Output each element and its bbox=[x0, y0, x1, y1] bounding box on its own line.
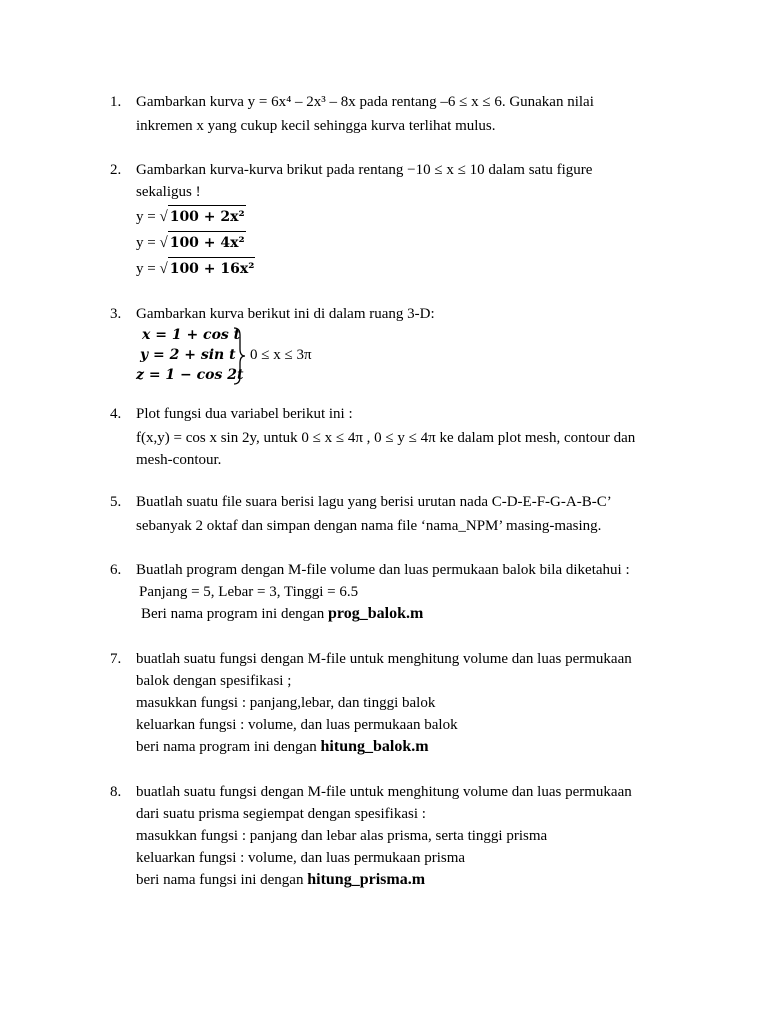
question-text: buatlah suatu fungsi dengan M-file untuk menghitung volume dan luas permukaan bbox=[136, 651, 632, 667]
question-text: Gambarkan kurva-kurva brikut pada rentang −10 ≤ x ≤ 10 dalam satu figure bbox=[136, 162, 593, 178]
question-number: 2. bbox=[110, 162, 122, 178]
radicand: 100 + 4x² bbox=[168, 231, 246, 254]
question-text: Buatlah suatu file suara berisi lagu yang berisi urutan nada C-D-E-F-G-A-B-C’ bbox=[136, 494, 612, 510]
file-name: hitung_prisma.m bbox=[307, 871, 426, 888]
question-text: beri nama program ini dengan hitung_balok.m bbox=[136, 738, 429, 755]
question-number: 4. bbox=[110, 406, 122, 422]
system-equation: x = 1 + cos t bbox=[142, 327, 241, 343]
question-text: f(x,y) = cos x sin 2y, untuk 0 ≤ x ≤ 4π , 0 ≤ y ≤ 4π ke dalam plot mesh, contour dan bbox=[136, 430, 636, 446]
question-text: Beri nama program ini dengan prog_balok.m bbox=[141, 605, 424, 622]
question-number: 3. bbox=[110, 306, 122, 322]
question-text: Plot fungsi dua variabel berikut ini : bbox=[136, 406, 353, 422]
equation: y = √ 100 + 16x² bbox=[136, 257, 255, 280]
range-text: 0 ≤ x ≤ 3π bbox=[250, 347, 312, 363]
radicand: 100 + 2x² bbox=[168, 205, 246, 228]
question-text: beri nama fungsi ini dengan hitung_prisma.m bbox=[136, 871, 426, 888]
question-text: sekaligus ! bbox=[136, 184, 201, 200]
question-text: mesh-contour. bbox=[136, 452, 222, 468]
question-number: 1. bbox=[110, 94, 122, 110]
question-text: Gambarkan kurva y = 6x⁴ – 2x³ – 8x pada rentang –6 ≤ x ≤ 6. Gunakan nilai bbox=[136, 94, 594, 110]
question-text: Gambarkan kurva berikut ini di dalam ruang 3-D: bbox=[136, 306, 435, 322]
question-text: buatlah suatu fungsi dengan M-file untuk menghitung volume dan luas permukaan bbox=[136, 784, 632, 800]
question-number: 8. bbox=[110, 784, 122, 800]
equation: y = √ 100 + 2x² bbox=[136, 205, 246, 228]
question-number: 6. bbox=[110, 562, 122, 578]
question-number: 7. bbox=[110, 651, 122, 667]
question-text: masukkan fungsi : panjang dan lebar alas prisma, serta tinggi prisma bbox=[136, 828, 548, 844]
question-text: keluarkan fungsi : volume, dan luas permukaan prisma bbox=[136, 850, 466, 866]
question-text: inkremen x yang cukup kecil sehingga kurva terlihat mulus. bbox=[136, 118, 496, 134]
system-equation: z = 1 − cos 2t bbox=[136, 367, 244, 383]
question-text: Panjang = 5, Lebar = 3, Tinggi = 6.5 bbox=[139, 584, 359, 600]
question-number: 5. bbox=[110, 494, 122, 510]
file-name: hitung_balok.m bbox=[320, 738, 429, 755]
question-text: masukkan fungsi : panjang,lebar, dan tinggi balok bbox=[136, 695, 436, 711]
radicand: 100 + 16x² bbox=[168, 257, 256, 280]
right-brace-icon bbox=[232, 327, 246, 385]
file-name: prog_balok.m bbox=[328, 605, 424, 622]
question-text: balok dengan spesifikasi ; bbox=[136, 673, 292, 689]
question-text: Buatlah program dengan M-file volume dan luas permukaan balok bila diketahui : bbox=[136, 562, 630, 578]
parametric-system bbox=[136, 325, 436, 391]
question-text: dari suatu prisma segiempat dengan spesifikasi : bbox=[136, 806, 426, 822]
question-text: sebanyak 2 oktaf dan simpan dengan nama file ‘nama_NPM’ masing-masing. bbox=[136, 518, 602, 534]
equation: y = √ 100 + 4x² bbox=[136, 231, 246, 254]
system-equation: y = 2 + sin t bbox=[140, 347, 236, 363]
question-text: keluarkan fungsi : volume, dan luas permukaan balok bbox=[136, 717, 458, 733]
